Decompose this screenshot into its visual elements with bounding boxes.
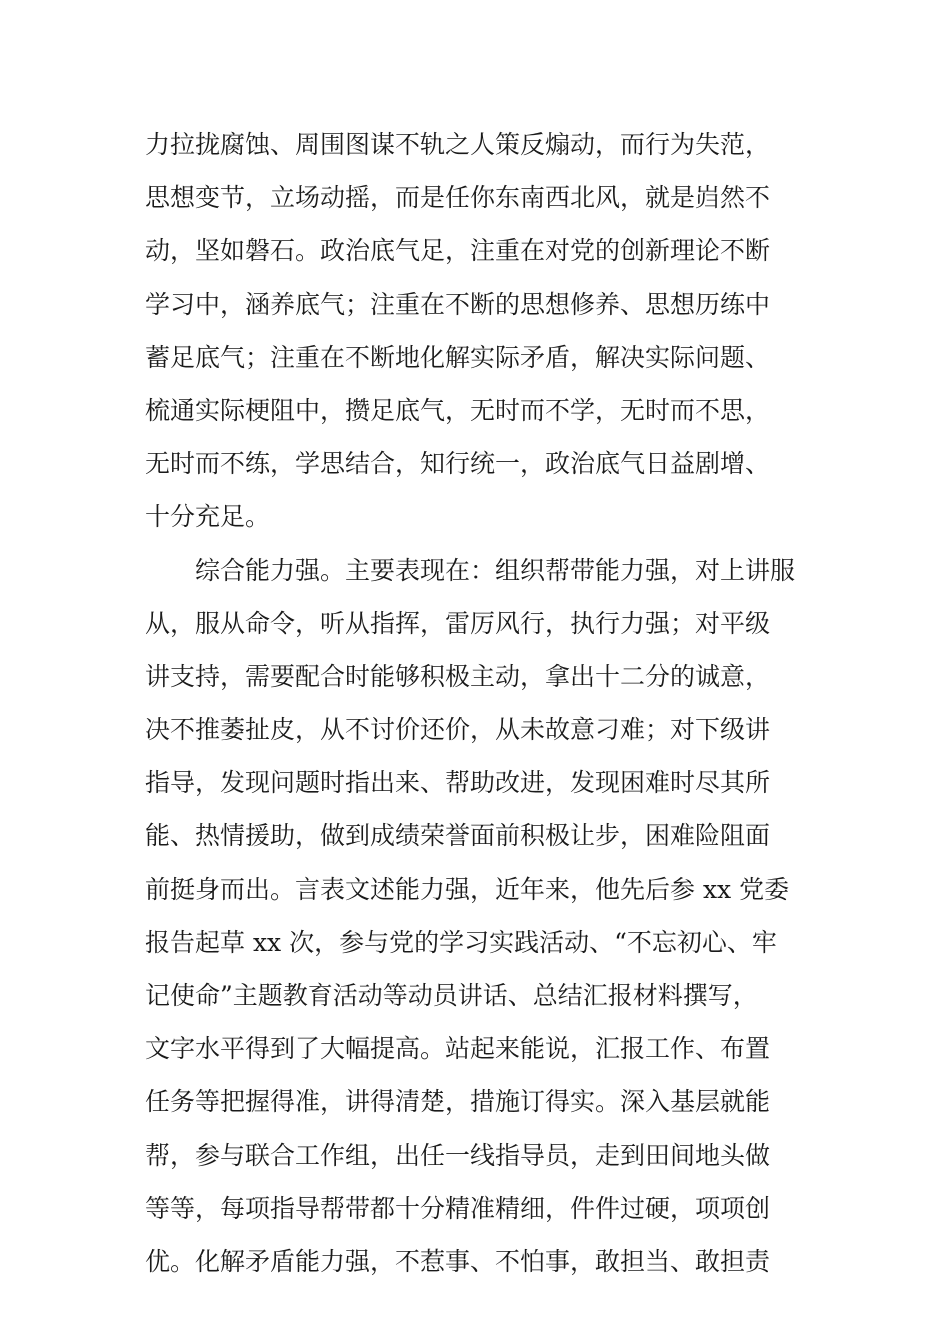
paragraph-1 [145,127,810,553]
paragraph-line: 等等，每项指导帮带都十分精准精细，件件过硬，项项创 [145,1193,771,1223]
paragraph-line: 决不推萎扯皮，从不讨价还价，从未故意刁难；对下级讲 [145,715,771,745]
paragraph-line: 动，坚如磐石。政治底气足，注重在对党的创新理论不断 [145,236,771,266]
paragraph-line: 文字水平得到了大幅提高。站起来能说，汇报工作、布置 [145,1034,771,1064]
paragraph-line: 力拉拢腐蚀、周围图谋不轨之人策反煽动，而行为失范， [145,130,771,159]
paragraph-line: 能、热情援助，做到成绩荣誉面前积极让步，困难险阻面 [145,821,771,851]
document-body [145,127,810,1297]
paragraph-line: 讲支持，需要配合时能够积极主动，拿出十二分的诚意， [145,661,771,691]
paragraph-line: 帮，参与联合工作组，出任一线指导员，走到田间地头做 [145,1140,771,1170]
paragraph-line: 任务等把握得准，讲得清楚，措施订得实。深入基层就能 [145,1087,771,1117]
paragraph-line: 优。化解矛盾能力强，不惹事、不怕事，敢担当、敢担责 [145,1246,771,1276]
paragraph-line: 梳通实际梗阻中，攒足底气，无时而不学，无时而不思， [145,395,771,425]
paragraph-line: 蓄足底气；注重在不断地化解实际矛盾，解决实际问题、 [145,342,771,372]
paragraph-2 [145,553,810,1298]
paragraph-line: 报告起草 xx 次，参与党的学习实践活动、“不忘初心、牢 [145,927,777,957]
paragraph-line: 记使命”主题教育活动等动员讲话、总结汇报材料撰写， [145,981,758,1010]
paragraph-line: 无时而不练，学思结合，知行统一，政治底气日益剧增、 [145,449,771,479]
paragraph-line: 思想变节，立场动摇，而是任你东南西北风，就是岿然不 [145,183,771,213]
paragraph-line: 前挺身而出。言表文述能力强，近年来，他先后参 xx 党委 [145,874,790,904]
paragraph-line: 指导，发现问题时指出来、帮助改进，发现困难时尽其所 [145,768,771,798]
paragraph-line: 十分充足。 [145,502,271,532]
paragraph-first-line: 综合能力强。主要表现在：组织帮带能力强，对上讲服 [195,555,796,585]
paragraph-line: 学习中，涵养底气；注重在不断的思想修养、思想历练中 [145,289,771,319]
paragraph-line: 从，服从命令，听从指挥，雷厉风行，执行力强；对平级 [145,608,771,638]
